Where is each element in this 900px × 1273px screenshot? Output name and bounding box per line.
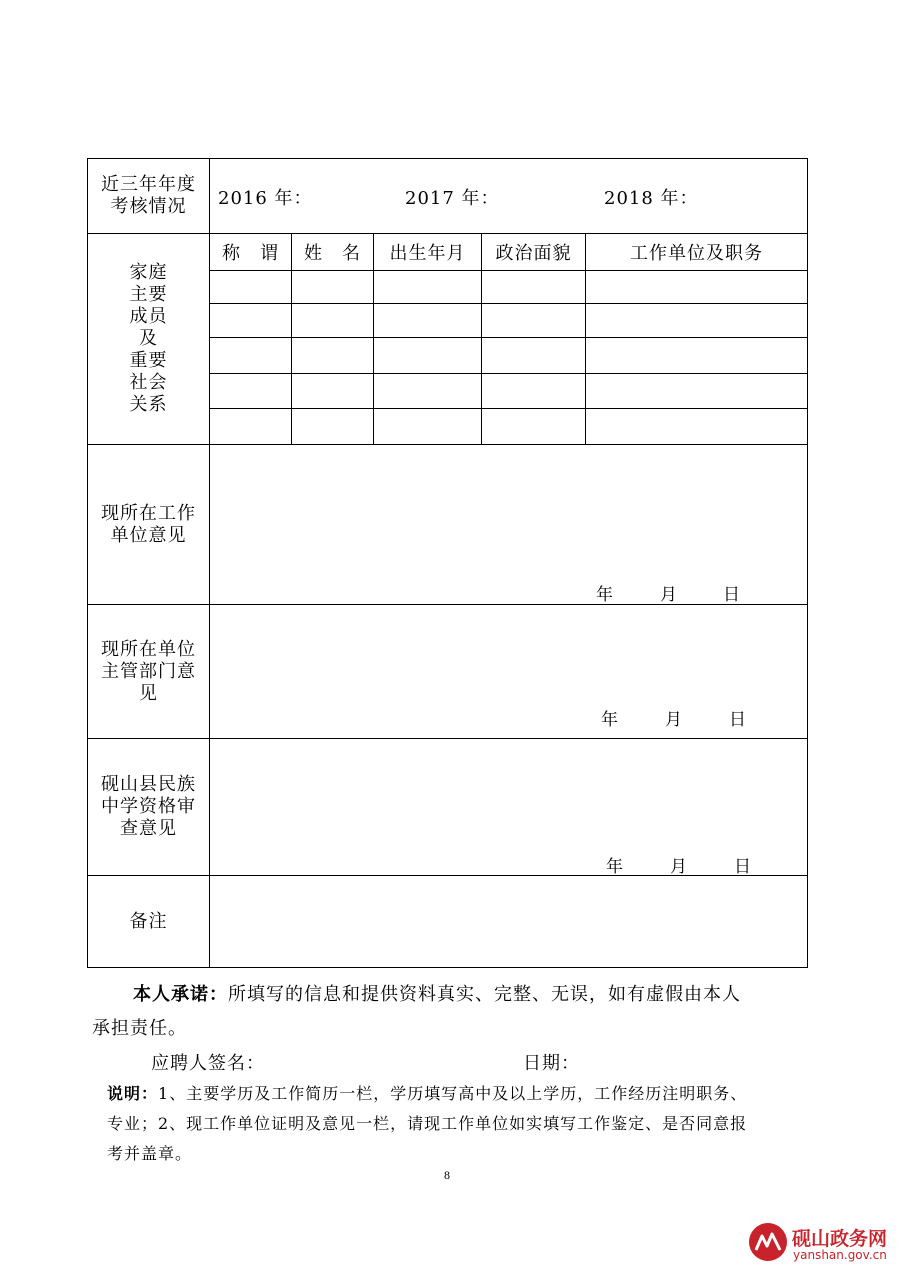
table-border — [209, 270, 808, 271]
pledge-text-1: 所填写的信息和提供资料真实、完整、无误，如有虚假由本人 — [228, 984, 741, 1005]
assessment-year-2016[interactable]: 2016 年： — [218, 188, 313, 209]
family-header-name: 姓 名 — [304, 243, 361, 264]
dept-opinion-date-month: 月 — [665, 710, 682, 730]
table-border — [209, 337, 808, 338]
signature-date-field[interactable] — [580, 1046, 780, 1072]
table-border — [807, 158, 808, 968]
remarks-field[interactable] — [210, 876, 807, 967]
remarks-label: 备注 — [129, 910, 168, 932]
unit-opinion-date-year: 年 — [596, 585, 613, 605]
school-review-date-day: 日 — [734, 857, 751, 877]
unit-opinion-field[interactable] — [210, 445, 807, 604]
watermark-name: 砚山政务网 — [792, 1228, 888, 1250]
assessment-year-2017[interactable]: 2017 年： — [405, 188, 500, 209]
notes-line-2: 专业；2、现工作单位证明及意见一栏，请现工作单位如实填写工作鉴定、是否同意报 — [107, 1114, 748, 1133]
notes-text-1: 1、主要学历及工作简历一栏，学历填写高中及以上学历，工作经历注明职务、 — [158, 1084, 748, 1103]
school-review-date-month: 月 — [670, 857, 687, 877]
school-review-date-year: 年 — [606, 857, 623, 877]
unit-opinion-date-day: 日 — [723, 585, 740, 605]
table-border — [209, 408, 808, 409]
applicant-signature-label: 应聘人签名： — [151, 1053, 265, 1074]
table-border — [209, 303, 808, 304]
notes-title: 说明： — [107, 1084, 159, 1103]
unit-opinion-date-month: 月 — [660, 585, 677, 605]
assessment-label: 近三年年度 考核情况 — [101, 174, 196, 217]
pledge-line-1 — [133, 980, 741, 1006]
notes-line-3: 考并盖章。 — [107, 1144, 193, 1163]
yanshan-logo-icon — [748, 1222, 788, 1262]
pledge-title: 本人承诺： — [133, 984, 228, 1005]
page-number: 8 — [444, 1168, 450, 1182]
notes-line-1 — [107, 1081, 747, 1104]
family-header-political: 政治面貌 — [495, 243, 572, 264]
dept-opinion-label: 现所在单位 主管部门意 见 — [101, 638, 196, 704]
dept-opinion-date-year: 年 — [601, 710, 618, 730]
unit-opinion-label: 现所在工作 单位意见 — [101, 502, 196, 546]
table-border — [87, 967, 808, 968]
table-border — [209, 373, 808, 374]
school-review-label: 砚山县民族 中学资格审 查意见 — [101, 774, 196, 839]
signature-date-label: 日期： — [523, 1053, 580, 1074]
pledge-line-2: 承担责任。 — [92, 1018, 187, 1039]
assessment-year-2018[interactable]: 2018 年： — [604, 188, 699, 209]
family-header-birth: 出生年月 — [389, 243, 466, 264]
school-review-field[interactable] — [210, 739, 807, 875]
applicant-signature-field[interactable] — [270, 1046, 500, 1072]
dept-opinion-field[interactable] — [210, 605, 807, 738]
family-header-employer: 工作单位及职务 — [630, 243, 763, 264]
family-header-relation: 称 谓 — [222, 243, 279, 264]
watermark-url: yanshan.gov.cn — [793, 1248, 887, 1262]
dept-opinion-date-day: 日 — [729, 710, 746, 730]
family-label: 家庭 主要 成员 及 重要 社会 关系 — [129, 262, 168, 415]
